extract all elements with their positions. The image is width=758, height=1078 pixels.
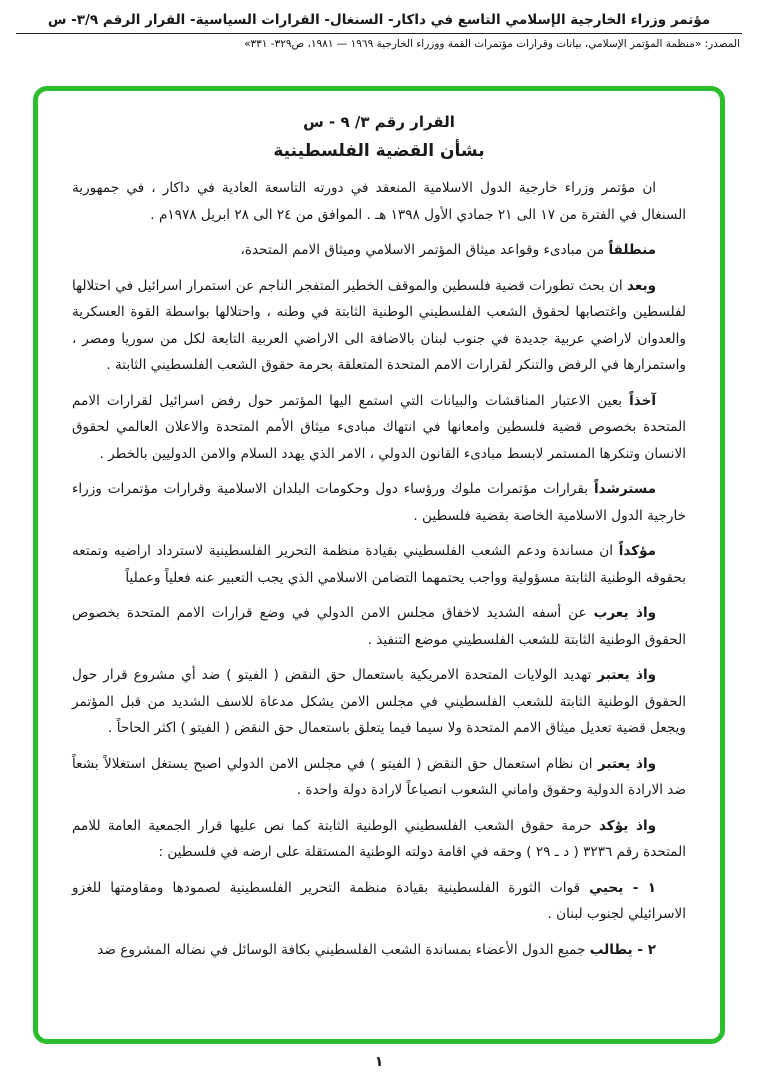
paragraph-lead: منطلقاً	[608, 242, 657, 258]
paragraph	[72, 273, 686, 379]
paragraph-text: من مبادىء وقواعد ميثاق المؤتمر الاسلامي وميثاق الامم المتحدة،	[240, 242, 609, 258]
item-lead: يحيي	[589, 879, 624, 896]
paragraph-text: ان بحث تطورات قضية فلسطين والموقف الخطير المتفجر الناجم عن استمرار اسرائيل في احتلالها لفلسطين واغتصابها لحقوق الشعب الفلسطيني الوطنية الثابتة في وطنه ، واحتلالها بواسطة القوة العسكرية والعدوان لاراضي عربية جديدة في جنوب لبنان بالاضافة الى الاراضي العربية التابعة لكل من سوريا ومصر ، واستمرارها في الرفض والتنكر لقرارات الامم المتحدة المتعلقة بحرمة حقوق الشعب الفلسطيني الثابتة .	[72, 277, 686, 373]
list-item	[72, 937, 686, 964]
paragraph-lead: آخذاً	[629, 392, 657, 409]
paragraph-lead: واذ يؤكد	[598, 817, 657, 834]
paragraph-text: حرمة حقوق الشعب الفلسطيني الوطنية الثابتة كما نص عليها قرار الجمعية العامة للامم المتحدة رقم ٣٢٣٦ ( د ـ ٢٩ ) وحقه في اقامة دولته الوطنية المستقلة على ارضه في فلسطين :	[72, 817, 686, 860]
item-text: جميع الدول الأعضاء بمساندة الشعب الفلسطيني بكافة الوسائل في نضاله المشروع ضد	[97, 941, 590, 958]
paragraph-text: ان نظام استعمال حق النقض ( الفيتو ) في مجلس الامن الدولي اصبح يستغل استغلالاً بشعاً ضد الارادة الدولية وحقوق واماني الشعوب انصياعاً لارادة دولة واحدة .	[72, 755, 686, 798]
paragraph	[72, 751, 686, 804]
paragraph-text: بعين الاعتبار المناقشات والبيانات التي استمع اليها المؤتمر حول رفض اسرائيل لقرارات الامم المتحدة بخصوص قضية فلسطين وامعانها في انتهاك مبادىء ميثاق الأمم المتحدة والاعلان العالمي لحقوق الانسان وتنكرها المستمر لابسط مبادىء القانون الدولي ، الامر الذي يهدد السلام والامن الدوليين بالخطر .	[72, 392, 686, 462]
page-number: ١	[374, 1054, 384, 1070]
resolution-number-title: القرار رقم ٣/ ٩ - س	[303, 113, 455, 131]
paragraph-text: تهديد الولايات المتحدة الامريكية باستعمال حق النقض ( الفيتو ) ضد أي مشروع قرار حول الحقوق الوطنية الثابتة للشعب الفلسطيني في مجلس الامن يشكل مدعاة للاسف الشديد من قبل المؤتمر ويجعل قضية تعديل ميثاق الامم المتحدة ولا سيما فيما يتعلق باستعمال حق النقض ( الفيتو ) اكثر الحاحاً .	[72, 667, 686, 736]
paragraph	[72, 813, 686, 866]
resolution-body	[72, 175, 686, 963]
paragraph	[72, 175, 686, 228]
paragraph-lead: واذ يعرب	[593, 605, 657, 621]
paragraph-lead: واذ يعتبر	[597, 755, 657, 772]
paragraph	[72, 476, 686, 529]
paragraph-text: ان مساندة ودعم الشعب الفلسطيني بقيادة منظمة التحرير الفلسطينية لاسترداد اراضيه وتمتعه بحقوقه الوطنية الثابتة مسؤولية وواجب يحتمهما التضامن الاسلامي الذي يجب التعبير عنه فعلياً وعملياً	[72, 543, 686, 586]
page-header	[0, 0, 758, 50]
paragraph-text: بقرارات مؤتمرات ملوك ورؤساء دول وحكومات البلدان الاسلامية وقرارات مؤتمرات وزراء خارجية الدول الاسلامية الخاصة بقضية فلسطين .	[72, 481, 686, 524]
item-number: ١ -	[623, 879, 657, 896]
paragraph	[72, 388, 686, 468]
green-frame	[33, 86, 725, 1044]
resolution-subject-title: بشأن القضية الفلسطينية	[273, 141, 485, 161]
paragraph-lead: مسترشداً	[593, 481, 657, 497]
item-number: ٢ -	[632, 941, 657, 958]
paragraph	[72, 662, 686, 742]
paragraph-lead: واذ يعتبر	[597, 667, 657, 683]
paragraph-lead: مؤكداً	[618, 543, 657, 559]
paragraph	[72, 538, 686, 591]
list-item	[72, 875, 686, 928]
paragraph	[72, 600, 686, 653]
paragraph-text: ان مؤتمر وزراء خارجية الدول الاسلامية المنعقد في دورته التاسعة العادية في داكار ، في جمهورية السنغال في الفترة من ١٧ الى ٢١ جمادي الأول ١٣٩٨ هـ . الموافق من ٢٤ الى ٢٨ ابريل ١٩٧٨م .	[72, 180, 686, 223]
paragraph-lead: وبعد	[627, 277, 657, 294]
item-lead: يطالب	[589, 941, 633, 958]
header-source: المصدر: «منظمة المؤتمر الإسلامي، بيانات وقرارات مؤتمرات القمة ووزراء الخارجية ١٩٦٩ — ١٩٨١، ص٣٢٩- ٣٣١»	[244, 38, 740, 50]
header-title: مؤتمر وزراء الخارجية الإسلامي التاسع في داكار- السنغال- القرارات السياسية- القرار الرقم ٣/٩- س	[16, 12, 742, 34]
paragraph	[72, 237, 686, 264]
item-text: قوات الثورة الفلسطينية بقيادة منظمة التحرير الفلسطينية لصمودها ومقاومتها للغزو الاسرائيلي لجنوب لبنان .	[72, 879, 686, 922]
paragraph-text: عن أسفه الشديد لاخفاق مجلس الامن الدولي في وضع قرارات الامم المتحدة بخصوص الحقوق الوطنية الثابتة للشعب الفلسطيني موضع التنفيذ .	[72, 605, 686, 648]
